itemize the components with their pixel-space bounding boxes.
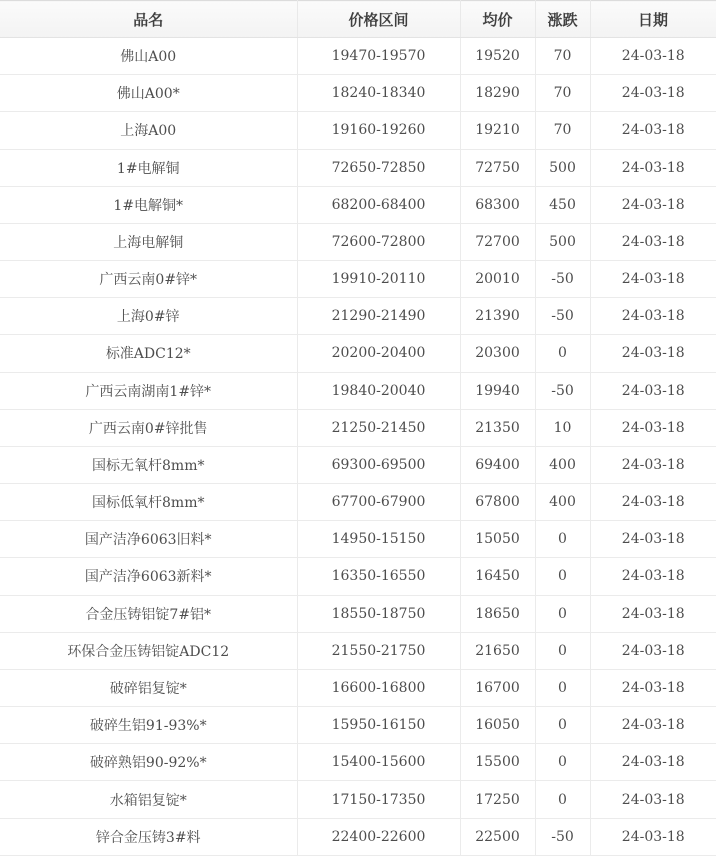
cell-date: 24-03-18 xyxy=(590,149,716,186)
cell-product-name: 合金压铸铝锭7#铝* xyxy=(0,595,297,632)
cell-date: 24-03-18 xyxy=(590,223,716,260)
cell-product-name: 1#电解铜 xyxy=(0,149,297,186)
cell-avg-price: 18290 xyxy=(460,75,535,112)
cell-price-range: 19840-20040 xyxy=(297,372,460,409)
cell-change: -50 xyxy=(535,261,590,298)
cell-product-name: 标准ADC12* xyxy=(0,335,297,372)
cell-price-range: 16350-16550 xyxy=(297,558,460,595)
cell-avg-price: 15050 xyxy=(460,521,535,558)
cell-product-name: 国标无氧杆8mm* xyxy=(0,446,297,483)
cell-avg-price: 19520 xyxy=(460,38,535,75)
cell-change: 0 xyxy=(535,558,590,595)
cell-price-range: 18240-18340 xyxy=(297,75,460,112)
cell-date: 24-03-18 xyxy=(590,409,716,446)
cell-date: 24-03-18 xyxy=(590,521,716,558)
table-row xyxy=(0,75,716,112)
cell-date: 24-03-18 xyxy=(590,632,716,669)
table-row xyxy=(0,38,716,75)
cell-price-range: 19160-19260 xyxy=(297,112,460,149)
cell-price-range: 15950-16150 xyxy=(297,707,460,744)
cell-avg-price: 21650 xyxy=(460,632,535,669)
header-change: 涨跌 xyxy=(535,1,590,38)
cell-date: 24-03-18 xyxy=(590,335,716,372)
cell-price-range: 21290-21490 xyxy=(297,298,460,335)
cell-date: 24-03-18 xyxy=(590,112,716,149)
cell-change: 70 xyxy=(535,112,590,149)
cell-product-name: 广西云南湖南1#锌* xyxy=(0,372,297,409)
cell-change: 10 xyxy=(535,409,590,446)
cell-avg-price: 68300 xyxy=(460,186,535,223)
cell-price-range: 68200-68400 xyxy=(297,186,460,223)
cell-price-range: 16600-16800 xyxy=(297,669,460,706)
header-row xyxy=(0,1,716,38)
cell-change: 0 xyxy=(535,335,590,372)
cell-change: 0 xyxy=(535,669,590,706)
table-row xyxy=(0,632,716,669)
cell-price-range: 19470-19570 xyxy=(297,38,460,75)
cell-avg-price: 19210 xyxy=(460,112,535,149)
cell-product-name: 佛山A00* xyxy=(0,75,297,112)
cell-change: 0 xyxy=(535,632,590,669)
table-row xyxy=(0,409,716,446)
table-row xyxy=(0,112,716,149)
cell-price-range: 21250-21450 xyxy=(297,409,460,446)
header-date: 日期 xyxy=(590,1,716,38)
cell-price-range: 15400-15600 xyxy=(297,744,460,781)
cell-date: 24-03-18 xyxy=(590,38,716,75)
cell-product-name: 环保合金压铸铝锭ADC12 xyxy=(0,632,297,669)
cell-avg-price: 16450 xyxy=(460,558,535,595)
cell-product-name: 上海电解铜 xyxy=(0,223,297,260)
cell-product-name: 国产洁净6063旧料* xyxy=(0,521,297,558)
cell-change: -50 xyxy=(535,298,590,335)
cell-avg-price: 20300 xyxy=(460,335,535,372)
header-avg-price: 均价 xyxy=(460,1,535,38)
cell-product-name: 国标低氧杆8mm* xyxy=(0,484,297,521)
table-row xyxy=(0,335,716,372)
cell-price-range: 19910-20110 xyxy=(297,261,460,298)
table-row xyxy=(0,446,716,483)
table-row xyxy=(0,372,716,409)
cell-product-name: 锌合金压铸3#料 xyxy=(0,818,297,855)
cell-date: 24-03-18 xyxy=(590,298,716,335)
table-row xyxy=(0,298,716,335)
cell-avg-price: 22500 xyxy=(460,818,535,855)
cell-price-range: 67700-67900 xyxy=(297,484,460,521)
cell-avg-price: 20010 xyxy=(460,261,535,298)
cell-price-range: 22400-22600 xyxy=(297,818,460,855)
cell-date: 24-03-18 xyxy=(590,669,716,706)
cell-date: 24-03-18 xyxy=(590,372,716,409)
cell-price-range: 21550-21750 xyxy=(297,632,460,669)
cell-avg-price: 69400 xyxy=(460,446,535,483)
table-row xyxy=(0,521,716,558)
cell-date: 24-03-18 xyxy=(590,558,716,595)
cell-product-name: 广西云南0#锌批售 xyxy=(0,409,297,446)
cell-date: 24-03-18 xyxy=(590,781,716,818)
table-header xyxy=(0,1,716,38)
cell-price-range: 72650-72850 xyxy=(297,149,460,186)
cell-avg-price: 17250 xyxy=(460,781,535,818)
table-row xyxy=(0,186,716,223)
table-row xyxy=(0,669,716,706)
cell-avg-price: 67800 xyxy=(460,484,535,521)
cell-product-name: 佛山A00 xyxy=(0,38,297,75)
cell-change: 450 xyxy=(535,186,590,223)
cell-change: -50 xyxy=(535,818,590,855)
table-row xyxy=(0,707,716,744)
cell-avg-price: 16700 xyxy=(460,669,535,706)
table-row xyxy=(0,818,716,855)
cell-date: 24-03-18 xyxy=(590,818,716,855)
table-row xyxy=(0,261,716,298)
cell-product-name: 水箱铝复锭* xyxy=(0,781,297,818)
cell-price-range: 69300-69500 xyxy=(297,446,460,483)
cell-product-name: 上海0#锌 xyxy=(0,298,297,335)
cell-change: 0 xyxy=(535,595,590,632)
cell-date: 24-03-18 xyxy=(590,744,716,781)
cell-change: 0 xyxy=(535,707,590,744)
header-price-range: 价格区间 xyxy=(297,1,460,38)
cell-avg-price: 16050 xyxy=(460,707,535,744)
cell-change: 500 xyxy=(535,149,590,186)
cell-change: 400 xyxy=(535,484,590,521)
cell-change: 400 xyxy=(535,446,590,483)
cell-product-name: 广西云南0#锌* xyxy=(0,261,297,298)
cell-avg-price: 15500 xyxy=(460,744,535,781)
cell-change: 70 xyxy=(535,38,590,75)
cell-price-range: 14950-15150 xyxy=(297,521,460,558)
cell-date: 24-03-18 xyxy=(590,595,716,632)
cell-price-range: 20200-20400 xyxy=(297,335,460,372)
cell-avg-price: 72750 xyxy=(460,149,535,186)
cell-product-name: 破碎熟铝90-92%* xyxy=(0,744,297,781)
cell-product-name: 1#电解铜* xyxy=(0,186,297,223)
cell-price-range: 17150-17350 xyxy=(297,781,460,818)
cell-product-name: 国产洁净6063新料* xyxy=(0,558,297,595)
cell-date: 24-03-18 xyxy=(590,75,716,112)
table-row xyxy=(0,595,716,632)
cell-change: 0 xyxy=(535,781,590,818)
table-row xyxy=(0,223,716,260)
cell-date: 24-03-18 xyxy=(590,186,716,223)
table-row xyxy=(0,781,716,818)
cell-product-name: 破碎铝复锭* xyxy=(0,669,297,706)
cell-date: 24-03-18 xyxy=(590,484,716,521)
cell-change: 500 xyxy=(535,223,590,260)
cell-change: -50 xyxy=(535,372,590,409)
table-row xyxy=(0,484,716,521)
table-body xyxy=(0,38,716,856)
cell-price-range: 72600-72800 xyxy=(297,223,460,260)
cell-change: 70 xyxy=(535,75,590,112)
cell-avg-price: 72700 xyxy=(460,223,535,260)
cell-date: 24-03-18 xyxy=(590,261,716,298)
table-row xyxy=(0,149,716,186)
cell-product-name: 破碎生铝91-93%* xyxy=(0,707,297,744)
cell-avg-price: 19940 xyxy=(460,372,535,409)
cell-avg-price: 21350 xyxy=(460,409,535,446)
cell-product-name: 上海A00 xyxy=(0,112,297,149)
table-row xyxy=(0,558,716,595)
cell-change: 0 xyxy=(535,521,590,558)
table-row xyxy=(0,744,716,781)
cell-date: 24-03-18 xyxy=(590,446,716,483)
cell-avg-price: 21390 xyxy=(460,298,535,335)
cell-avg-price: 18650 xyxy=(460,595,535,632)
cell-date: 24-03-18 xyxy=(590,707,716,744)
cell-price-range: 18550-18750 xyxy=(297,595,460,632)
header-product-name: 品名 xyxy=(0,1,297,38)
cell-change: 0 xyxy=(535,744,590,781)
